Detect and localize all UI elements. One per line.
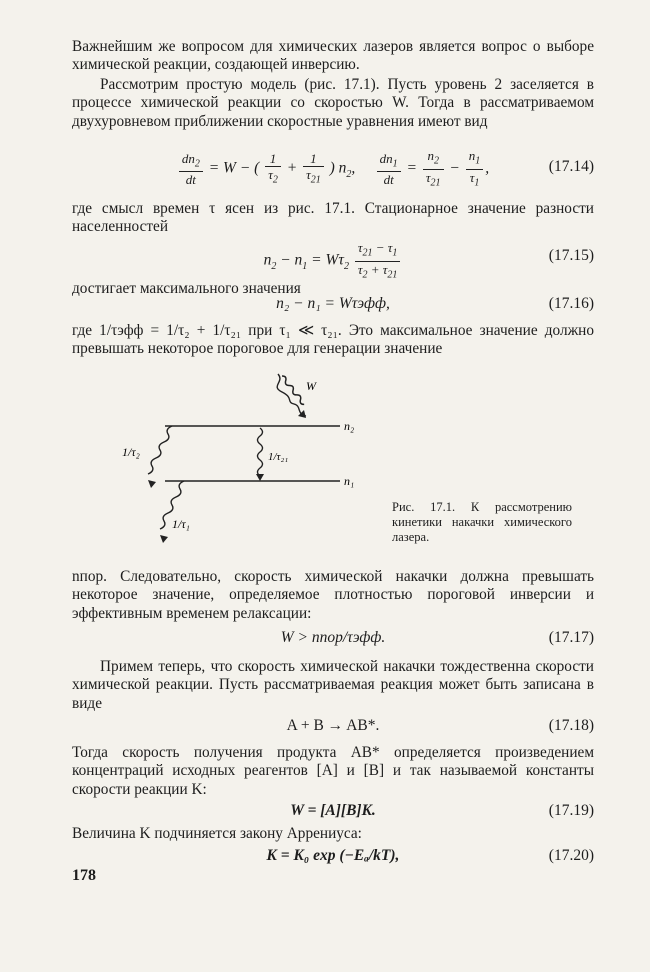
- equation-number: (17.14): [548, 158, 594, 175]
- pump-path: [277, 374, 306, 416]
- paragraph-2: Рассмотрим простую модель (рис. 17.1). Пусть уровень 2 заселяется в процессе химической реакции со скоростью W. Тогда в рассматриваемом двухуровневом приближении скоростные уравнения имеют вид: [72, 76, 594, 130]
- equation-number: (17.16): [548, 295, 594, 312]
- paragraph-3: где смысл времен τ ясен из рис. 17.1. Стационарное значение разности населенностей: [72, 200, 594, 236]
- paragraph-7: Примем теперь, что скорость химической накачки тождественна скорости химической реакции. Пусть рассматриваемая реакция может быть записана в виде: [72, 658, 594, 712]
- equation-17-20: K = K₀ exp (−Eₐ/kT), (17.20): [266, 847, 594, 864]
- transition-tau21: [258, 428, 263, 476]
- equation-17-14: $\frac{dn_2}{dt}$ = W − ( $\frac{1}{\tau_2}$ + $\frac{1}{\tau_{21}}$ ) $n_2$, $\frac{dn_1}{dt}$ = $\frac{n_2}{\tau_{21}}$ − $\frac{n_1}{\tau_1}$ , (17.14): [72, 146, 594, 186]
- paragraph-8: Тогда скорость получения продукта AB* определяется произведением концентраций исходных реагентов [A] и [B] и так называемой константы скорости реакции K:: [72, 744, 594, 798]
- label-tau2: 1/τ₂: [122, 445, 140, 459]
- figure-caption: Рис. 17.1. К рассмотрению кинетики накачки химического лазера.: [392, 500, 572, 544]
- page-number: 178: [72, 867, 96, 884]
- equation-17-15: $n_2 - n_1 = W\tau_2$ $\frac{\tau_{21} - \tau_1}{\tau_2 + \tau_{21}}$ (17.15): [263, 240, 594, 281]
- equation-17-17: W > nпор/τэфф. (17.17): [280, 629, 594, 646]
- label-tau21: 1/τ₂₁: [268, 451, 289, 463]
- pump-wavy-arrow: [280, 375, 305, 406]
- decay-tau2: [148, 426, 172, 474]
- equation-number: (17.18): [548, 717, 594, 734]
- paragraph-4: достигает максимального значения: [72, 280, 301, 297]
- equation-17-19: W = [A][B]K. (17.19): [290, 802, 594, 819]
- equation-number: (17.20): [548, 847, 594, 864]
- label-w: W: [306, 379, 316, 393]
- label-n1: n₁: [344, 474, 355, 488]
- equation-17-18: A + B → AB*. (17.18): [286, 717, 594, 734]
- paragraph-9: Величина K подчиняется закону Аррениуса:: [72, 825, 362, 842]
- equation-17-16: n₂ − n₁ = Wτэфф, (17.16): [276, 295, 594, 312]
- label-tau1: 1/τ₁: [172, 517, 190, 531]
- paragraph-1: Важнейшим же вопросом для химических лазеров является вопрос о выборе химической реакции, создающей инверсию.: [72, 38, 594, 74]
- equation-number: (17.17): [548, 629, 594, 646]
- paragraph-6: nпор. Следовательно, скорость химической накачки должна превышать некоторое значение, определяемое плотностью пороговой инверсии и эффективным временем релаксации:: [72, 568, 594, 622]
- equation-number: (17.19): [548, 802, 594, 819]
- label-n2: n₂: [344, 419, 355, 433]
- equation-number: (17.15): [548, 247, 594, 264]
- paragraph-5: где 1/τэфф = 1/τ₂ + 1/τ₂₁ при τ₁ ≪ τ₂₁. Это максимальное значение должно превышать некоторое пороговое для генерации значение: [72, 322, 594, 358]
